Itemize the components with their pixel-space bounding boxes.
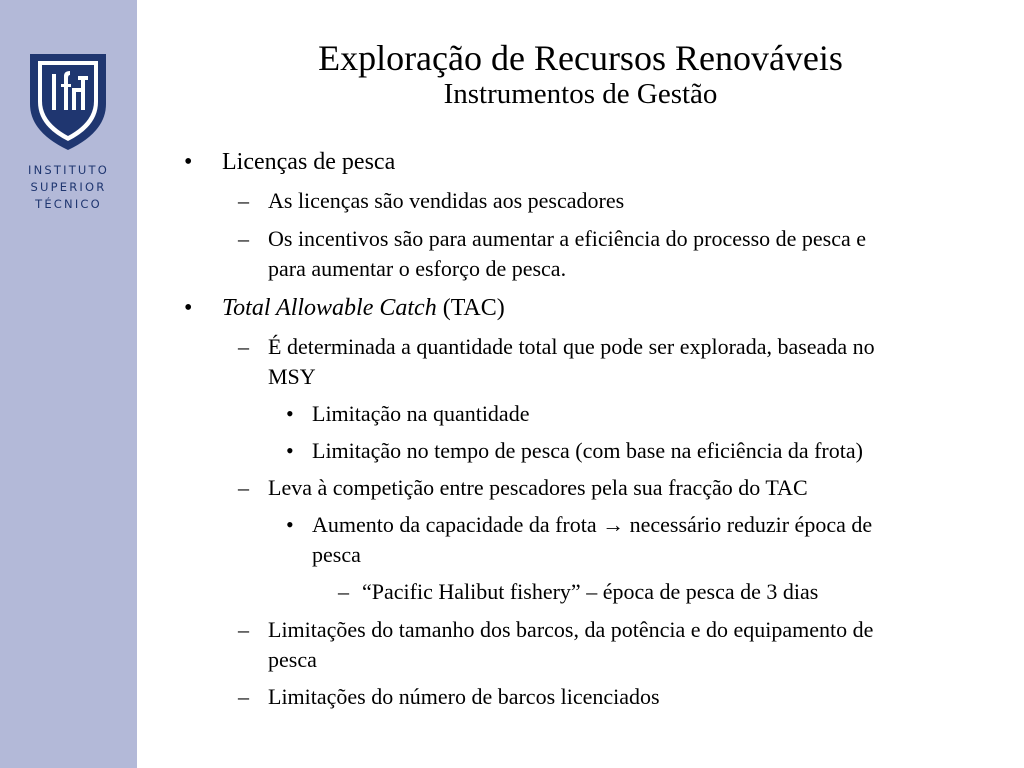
sub-bullet-licencas-vendidas: As licenças são vendidas aos pescadores [268,188,625,213]
sub-sub-bullet-quantidade: Limitação na quantidade [312,401,530,426]
dash-marker: – [238,226,249,251]
logo-line-1: INSTITUTO [27,163,110,177]
sub-bullet-numero-barcos: Limitações do número de barcos licenciados [268,684,660,709]
bullet-licencas: Licenças de pesca [222,149,396,175]
dash-marker: – [238,475,249,500]
bullet-tac-italic: Total Allowable Catch [222,295,437,321]
sub-bullet-incentivos-line2: para aumentar o esforço de pesca. [268,256,567,281]
sub-bullet-determinada-line1: É determinada a quantidade total que pode ser explorada, baseada no [268,334,875,359]
sub-bullet-tamanho-line1: Limitações do tamanho dos barcos, da potência e do equipamento de [268,617,874,642]
sub-bullet-tamanho-line2: pesca [268,647,317,672]
sub-bullet-competicao: Leva à competição entre pescadores pela sua fracção do TAC [268,475,808,500]
dash-marker: – [238,617,249,642]
sub-bullet-determinada-line2: MSY [268,364,316,389]
bullet-tac [222,293,505,323]
level4-halibut: “Pacific Halibut fishery” – época de pesca de 3 dias [362,579,819,604]
bullet-marker: • [286,512,294,537]
logo-line-3: TÉCNICO [35,197,102,211]
dash-marker: – [238,684,249,709]
sub-bullet-incentivos-line1: Os incentivos são para aumentar a eficiência do processo de pesca e [268,226,867,251]
bullet-marker: • [184,295,193,321]
dash-marker: – [238,334,249,359]
slide-title: Exploração de Recursos Renováveis [318,38,843,78]
sub-sub-bullet-capacidade-line2: pesca [312,542,361,567]
sub-sub-bullet-capacidade-line1: Aumento da capacidade da frota → necessário reduzir época de [312,512,873,537]
sub-sub-bullet-tempo: Limitação no tempo de pesca (com base na eficiência da frota) [312,438,863,463]
bullet-marker: • [286,401,294,426]
bullet-tac-rest: (TAC) [436,295,505,321]
logo-line-2: SUPERIOR [30,180,107,194]
bullet-marker: • [286,438,294,463]
dash-marker: – [238,188,249,213]
bullet-marker: • [184,149,193,175]
slide-subtitle: Instrumentos de Gestão [443,78,718,110]
dash-marker: – [338,579,349,604]
